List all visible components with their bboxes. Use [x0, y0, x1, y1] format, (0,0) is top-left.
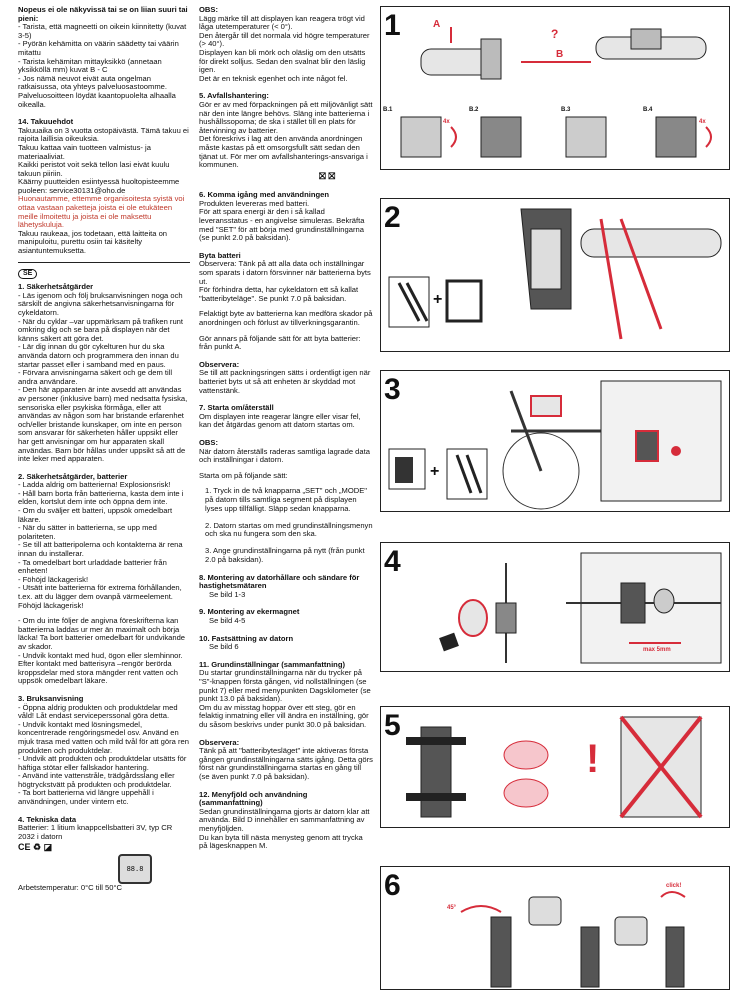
language-badge-se: SE: [18, 269, 37, 280]
figure-panel-4: [380, 542, 730, 672]
label-a: A: [433, 19, 441, 30]
heading-fi-warranty: 14. Takuuehdot: [18, 117, 74, 127]
paragraph-mount-magnet: Se bild 4-5: [209, 616, 246, 626]
rotation-label-right: 4x: [699, 119, 706, 125]
heading-observe: Observera:: [199, 359, 240, 369]
heading-obs-3: OBS:: [199, 437, 218, 447]
certification-marks: CE ♻ ◪: [18, 842, 53, 853]
figure-panel-2: [380, 198, 730, 352]
heading-basic-settings: 11. Grundinställningar (sammanfattning): [199, 659, 345, 669]
heading-attach-computer: 10. Fastsättning av datorn: [199, 633, 294, 643]
figure-number-5: 5: [384, 709, 401, 742]
heading-menu: 12. Menyfjöld och användning (sammanfattning): [199, 789, 308, 808]
paragraph-obs: Lägg märke till att displayen kan reagera trögt vid låga utetemperaturer (< 0°). Den återgår till det normala vid högre temperaturer (> 40°). Displayen kan bli mörk och oläslig om den utsätts för direkt solljus. Sedan den svalnat blir den läslig igen. Det är en teknisk egenhet och inte något fel.: [199, 13, 370, 83]
heading-obs: OBS:: [199, 5, 218, 14]
paragraph-fi-notice-red: Huonautamme, ettemme organisoitesta syistä voi ottaa vastaan paketteja joista ei ole etukäteen meille ilmoitettu ja joista ei ole maksettu lähetyskuluja.: [18, 194, 187, 230]
paragraph-battery-procedure: Gör annars på följande sätt för att byta batterier: från punkt A.: [199, 333, 363, 352]
heading-getting-started: 6. Komma igång med användningen: [199, 190, 329, 200]
figure-number-6: 6: [384, 869, 401, 902]
paragraph-battery-change: Observera: Tänk på att alla data och inställningar som sparats i datorn försvinner när batterierna byts ut. För förhindra detta, har cykeldatorn ett så kallat "batteribyteläge". Se punkt 7.0 på baksidan.: [199, 259, 371, 303]
paragraph-fi-warranty: Takuuaika on 3 vuotta ostopäivästä. Tämä takuu ei rajoita laillisia oikeuksia. Takuu kattaa vain tuotteen valmistus- ja materiaaliviat. Kaikki peristot voit sekä tellon lasi eivät kuulu takuun piiriin. Käärny puutteiden esiintyessä huoltopisteemme puoleen: service30131@oho.de: [18, 125, 189, 195]
heading-mount-magnet: 9. Montering av ekermagnet: [199, 607, 300, 617]
divider: [18, 262, 190, 263]
plus-sign: +: [433, 291, 443, 308]
heading-disposal: 5. Avfallshantering:: [199, 91, 269, 101]
heading-battery-change: Byta batteri: [199, 250, 241, 260]
heading-safety: 1. Säkerhetsåtgärder: [18, 282, 94, 292]
list-restart-steps: 1. Tryck in de två knapparna „SET" och „MODE" på datorn tills samtliga segment på displayen lyses upp tillfälligt. Släpp sedan knapparna. 2. Datorn startas om med grundinställningsmenyn och ska nu fungera som den ska. 3. Ange grundinställningarna på nytt (från punkt 2.0 på baksidan).: [205, 486, 373, 565]
figure-number-3: 3: [384, 373, 401, 406]
paragraph-usage: - Öppna aldrig produkten och produktdelar med våld! Låt endast serviceperssonal göra detta. - Undvik kontakt med lösningsmedel, koncentrerade rengöringsmedel osv. Använd en mjuk trasa med vatten och mild tvål för att göra ren produkten och produktdelar. - Undvik att produkten och produktdelar utsätts för häftiga stötar eller fallskador hantering. - Använd inte vattenstråle, trädgårdsslang eller högtryckstvätt på produkten och produktdelar. - Ta bort batterierna vid längre uppehåll i användningen, under vintern etc.: [18, 702, 189, 807]
paragraph-fi-warranty-void: Takuu raukeaa, jos todetaan, että laitteita on manipuloitu, purettu osiin tai käsitelty asiantuntemuksetta.: [18, 228, 170, 256]
paragraph-disposal: Gör er av med förpackningen på ett miljövänligt sätt när den inte längre behövs. Släng inte batterierna i hushållssoporna; de ska i stället till en plats för återvinning av batterier. Det föreskrivs i lag att den använda anordningen måste kastas på ett omsorgsfullt sätt sedan den tjänat ut. För mer om avfallshanterings-ansvariga i kommunen.: [199, 99, 373, 170]
figure-number-2: 2: [384, 201, 401, 234]
paragraph-battery-safety-2: - Om du inte följer de angivna föreskrifterna kan batterierna laddas ur mer än maximalt och börja läcka! Ta bort batterier omedelbart för undvikande av skador. - Undvik kontakt med hud, ögon eller slemhinnor. Efter kontakt med batterisyra –rengör berörda kroppsdelar med stora mängder rent vatten och uppsök omedelbart läkare.: [18, 616, 186, 686]
heading-restart: 7. Starta om/återställ: [199, 403, 274, 413]
paragraph-getting-started: Produkten levereras med batteri. För att spara energi är den i så kallad leveransstatus - en angivelse simuleras. Bekräfta med "SET" för att börja med grundinställningarna (se punkt 2.0 på baksidan).: [199, 198, 365, 243]
figure-panel-5: [380, 706, 730, 828]
paragraph-mount-holder: Se bild 1-3: [209, 589, 246, 599]
paragraph-battery-warranty: Felaktigt byte av batterierna kan medföra skador på anordningen och förlust av tillverkningsgarantin.: [199, 309, 375, 327]
bike-computer-device-icon: 88.8: [118, 854, 152, 884]
label-b: B: [556, 49, 564, 60]
heading-usage: 3. Bruksanvisning: [18, 693, 84, 703]
sub-label-b2: B.2: [469, 107, 479, 113]
rotation-label-left: 4x: [443, 119, 450, 125]
figure-2-illustration: [381, 199, 729, 351]
paragraph-attach-computer: Se bild 6: [209, 642, 239, 652]
heading-tech-data: 4. Tekniska data: [18, 814, 77, 824]
sub-label-b1: B.1: [383, 107, 393, 113]
paragraph-safety: - Läs igenom och följ bruksanvisningen noga och särskilt de angivna säkerhetsanvisningarna för cykeldatorn. - När du cyklar –var uppmärksam på trafiken runt omkring dig och se bara på displayen när det känns säkert att göra det. - Lär dig innan du gör cykelturen hur du ska använda datorn och programmera den innan du startar passet eller i samband med en paus. - Förvara anvisningarna säkert och ge dem till andra användare. - Den här apparaten är inte avsedd att användas av personer (inklusive barn) med nedsatta fysiska, sensoriska eller psykiska förmåga, eller att användas av någon som har bristande erfarenhet och/eller bristande kunskaper, om inte en person som ansvarar för säkerheten håller uppsikt eller har gett anvisningar om hur apparaten skall användas. Barn bör hållas under uppsikt så att de inte leker med apparaten.: [18, 290, 188, 464]
sub-label-b4: B.4: [643, 107, 653, 113]
heading-battery-safety: 2. Säkerhetsåtgärder, batterier: [18, 471, 128, 481]
paragraph-observe: Se till att packningsringen sätts i ordentligt igen när batteriet byts ut så att enheten är skyddad mot vattenstänk.: [199, 368, 373, 395]
sub-label-b3: B.3: [561, 107, 571, 113]
paragraph-obs-3: När datorn återställs raderas samtliga lagrade data och inställningar i datorn.: [199, 446, 373, 465]
figure-panel-6: [380, 866, 730, 990]
heading-mount-holder: 8. Montering av datorhållare och sändare för hastighetsmätaren: [199, 572, 360, 591]
max-distance-label: max 5mm: [643, 647, 671, 653]
paragraph-operating-temp: Arbetstemperatur: 0°C till 50°C: [18, 883, 122, 893]
figure-panel-3: [380, 370, 730, 512]
label-question: ?: [551, 27, 559, 41]
text-column-finnish-swedish: [18, 4, 190, 893]
warning-exclamation: !: [586, 737, 600, 781]
paragraph-tech-data: Batterier: 1 litium knappcellsbatteri 3V, typ CR 2032 i datorn: [18, 823, 175, 841]
paragraph-basic-settings: Du startar grundinställningarna när du trycker på "S"-knappen första gången, vid nollställningen (se punkt 7) eller med menypunkten Dagskilometer (se punkt 13.0 på baksidan). Om du av misstag hoppar över ett steg, gör en felaktig inmatning eller vill ändra en inställning, gör du såsom beskrivs under punkt 30.0 på baksidan.: [199, 668, 371, 729]
heading-fi-troubleshoot: Nopeus ei ole näkyvissä tai se on liian suuri tai pieni:: [18, 5, 188, 23]
paragraph-menu: Sedan grundinställningarna gjorts är datorn klar att använda. Bild D innehåller en sammanfattning av menyfjöljden. Du kan byta till nästa menysteg genom att trycka på lägesknappen M.: [199, 806, 370, 851]
plus-sign-3: +: [430, 463, 440, 480]
click-label: click!: [666, 883, 682, 889]
figure-panel-1: [380, 6, 730, 170]
heading-observe-4: Observera:: [199, 737, 240, 747]
paragraph-restart: Om displayen inte reagerar längre eller visar fel, kan det åtgärdas genom att datorn startas om.: [199, 411, 363, 430]
crossed-bin-icons: ⛝ ⛝: [319, 170, 336, 181]
paragraph-battery-safety: - Ladda aldrig om batterierna! Explosionsrisk! - Håll barn borta från batterierna, kasta dem inte i elden, kortslut dem inte och öppna dem inte. - Om du sväljer ett batteri, uppsök omedelbart läkare. - När du sätter in batterierna, se upp med polariteten. - Se till att batteripolerna och kontakterna är rena innan du installerar. - Ta omedelbart bort urladdade batterier från enheten! - Föhöjd läckagerisk! - Utsätt inte batterierna för extrema förhållanden, t.ex. att du lägger dem ovanpå värmeelement. Föhöjd läckagerisk!: [18, 480, 184, 610]
figure-4-illustration: [381, 543, 729, 671]
figure-3-illustration: [381, 371, 729, 511]
paragraph-observe-4: Tänk på att "batteribytesläget" inte aktiveras första gången grundinställningarna sätts igång. Detta görs först när grundinställningarna startas en gång till (se även punkt 7.0 på baksidan).: [199, 746, 376, 781]
text-column-swedish-2: [199, 4, 376, 851]
angle-label: 45°: [447, 905, 457, 911]
figure-number-4: 4: [384, 545, 401, 578]
figure-5-illustration: [381, 707, 729, 827]
figure-number-1: 1: [384, 9, 401, 42]
paragraph-fi-troubleshoot: - Tarista, että magneetti on oikein kiinnitetty (kuvat 3-5) - Pyörän kehämitta on väärin säädetty tai väärin mitattu - Tarista kehämitan mittayksikkö (annetaan yksikköllä mm) kuvat B - C - Jos nämä neuvot eivät auta ongelman ratkaisussa, ota yhteys palveluosastoomme. Palveluosoitteen löydät kaantopuolelta alhaalla oikealla.: [18, 22, 187, 109]
paragraph-restart-intro: Starta om på följande sätt:: [199, 470, 288, 480]
